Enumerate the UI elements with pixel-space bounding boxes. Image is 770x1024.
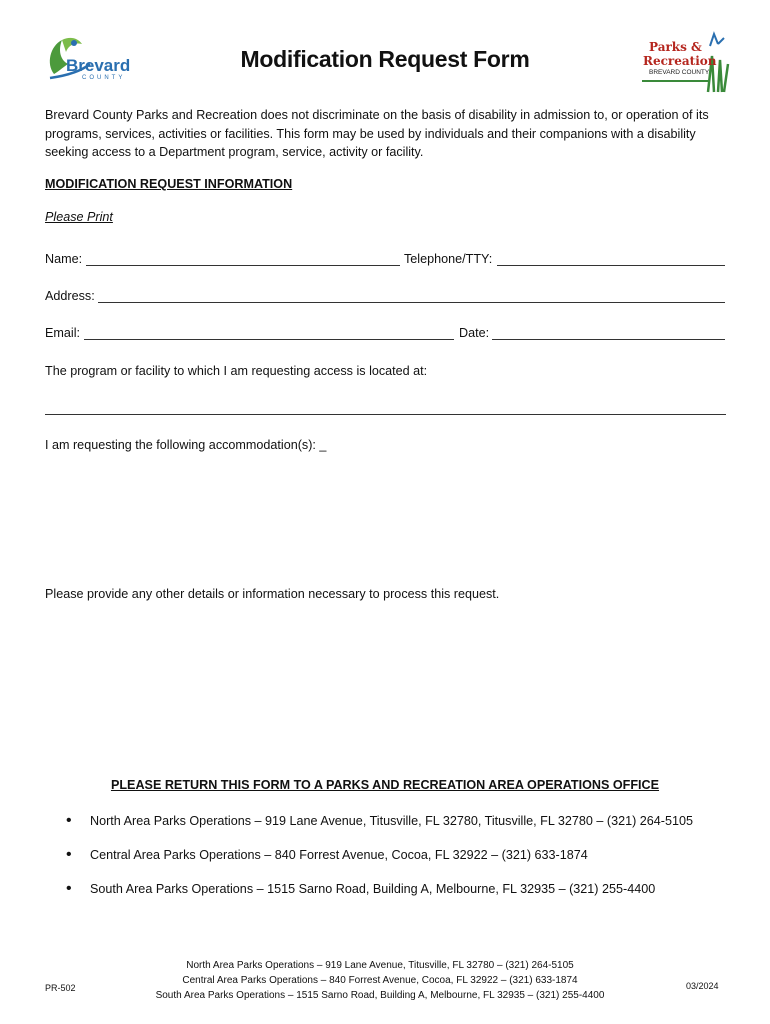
footer-line-north: North Area Parks Operations – 919 Lane Avenue, Titusville, FL 32780 – (321) 264-5105 [186, 960, 574, 971]
return-heading: PLEASE RETURN THIS FORM TO A PARKS AND RECREATION AREA OPERATIONS OFFICE [110, 778, 660, 792]
bullet-icon: • [66, 812, 72, 829]
office-north: North Area Parks Operations – 919 Lane Avenue, Titusville, FL 32780, Titusville, FL 32780 – (321) 264-5105 [90, 814, 694, 828]
email-label: Email: [45, 326, 80, 340]
parks-recreation-logo [640, 26, 732, 94]
program-location-prompt: The program or facility to which I am requesting access is located at: [45, 364, 428, 378]
brevard-logo-text: Brevard [66, 56, 131, 75]
office-south: South Area Parks Operations – 1515 Sarno Road, Building A, Melbourne, FL 32935 – (321) 255-4400 [90, 882, 656, 896]
telephone-label: Telephone/TTY: [404, 252, 493, 266]
office-central: Central Area Parks Operations – 840 Forrest Avenue, Cocoa, FL 32922 – (321) 633-1874 [90, 848, 588, 862]
footer-line-south: South Area Parks Operations – 1515 Sarno Road, Building A, Melbourne, FL 32935 – (321) 255-4400 [155, 990, 605, 1001]
footer-addresses [140, 958, 620, 1003]
parks-logo-line3: BREVARD COUNTY [649, 69, 710, 76]
please-print-label: Please Print [45, 210, 113, 224]
address-field[interactable] [98, 302, 725, 303]
brevard-logo-subtext: COUNTY [82, 75, 126, 81]
date-label: Date: [459, 326, 490, 340]
name-label: Name: [45, 252, 83, 266]
accommodation-prompt: I am requesting the following accommodation(s): _ [45, 438, 327, 452]
details-area[interactable] [45, 606, 726, 766]
intro-line-3: seeking access to a Department program, service, activity or facility. [45, 145, 424, 159]
bullet-icon: • [66, 880, 72, 897]
details-prompt: Please provide any other details or information necessary to process this request. [45, 587, 500, 601]
bullet-icon: • [66, 846, 72, 863]
address-label: Address: [45, 289, 95, 303]
page-title: Modification Request Form [240, 46, 530, 72]
parks-logo-line1: Parks & [649, 40, 702, 54]
intro-line-2: programs, services, activities or facilities. This form may be used by individuals and their companions with a disability [45, 126, 696, 141]
section-heading: MODIFICATION REQUEST INFORMATION [45, 177, 293, 191]
intro-line-1: Brevard County Parks and Recreation does not discriminate on the basis of disability in admission to, or operation of its [45, 108, 709, 122]
parks-logo-line2: Recreation [643, 54, 717, 68]
footer-line-central: Central Area Parks Operations – 840 Forrest Avenue, Cocoa, FL 32922 – (321) 633-1874 [182, 975, 578, 986]
email-field[interactable] [84, 339, 454, 340]
telephone-field[interactable] [497, 265, 725, 266]
program-location-field[interactable] [45, 414, 726, 415]
date-field[interactable] [492, 339, 725, 340]
accommodation-area[interactable] [45, 458, 726, 578]
intro-paragraph [45, 106, 735, 162]
form-code: PR-502 [45, 983, 76, 993]
name-field[interactable] [86, 265, 400, 266]
revision-date: 03/2024 [686, 981, 719, 991]
